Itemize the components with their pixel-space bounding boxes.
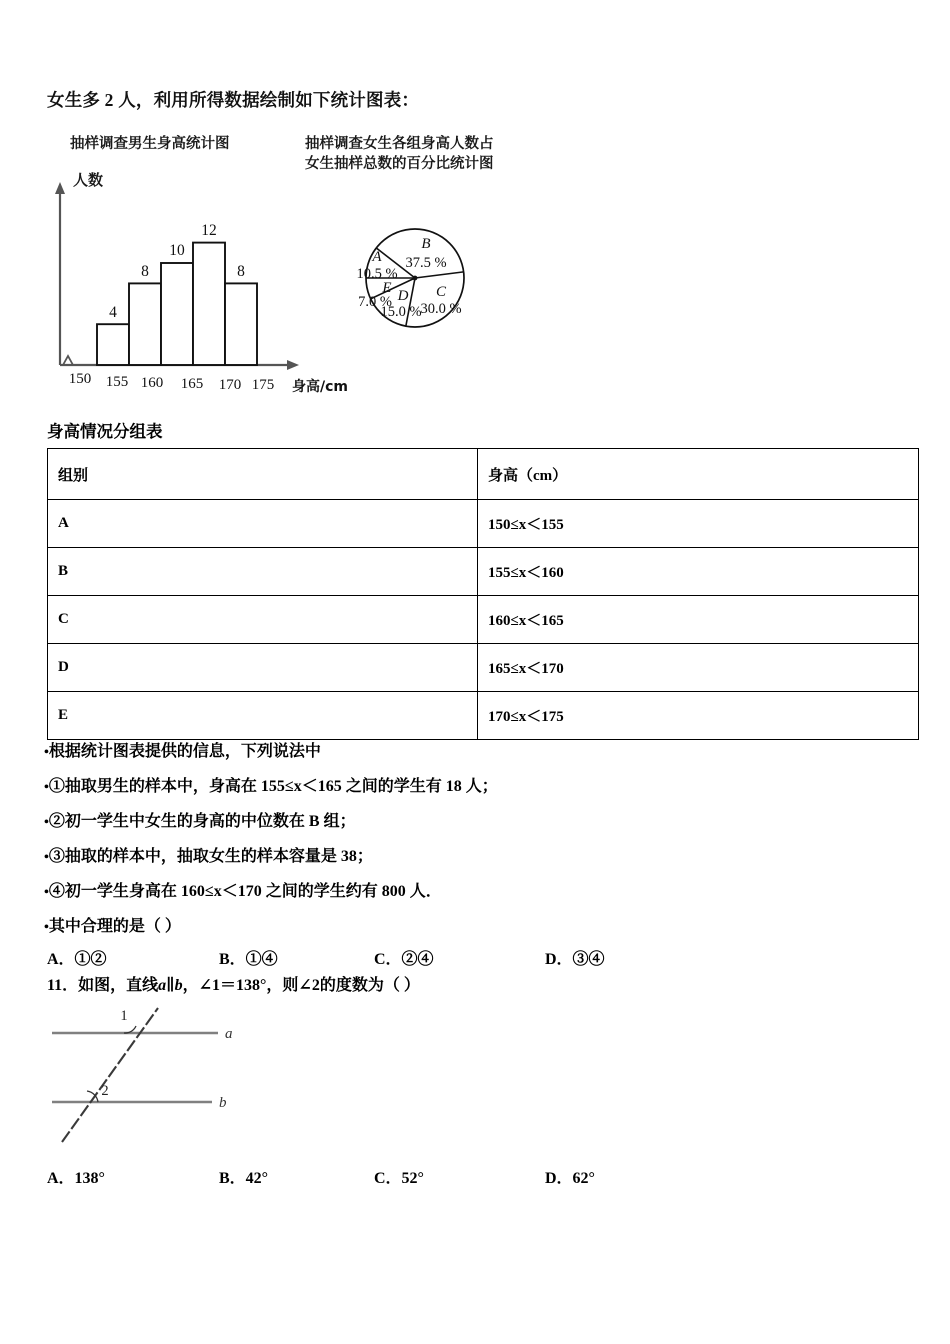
pie-label-b: B bbox=[421, 236, 431, 252]
table-row bbox=[48, 644, 919, 692]
x-tick-label-6: 175 bbox=[251, 377, 275, 393]
bar-value-3: 10 bbox=[169, 242, 185, 259]
bullet-icon: • bbox=[44, 780, 49, 795]
pie-chart bbox=[356, 229, 464, 327]
table-row bbox=[48, 500, 919, 548]
x-tick-label-5: 170 bbox=[218, 377, 242, 393]
bar-2 bbox=[129, 283, 161, 365]
bar-4 bbox=[193, 243, 225, 365]
pie-center-dot bbox=[413, 276, 418, 281]
pie-value-e: 7.0 % bbox=[358, 294, 392, 310]
x-axis-title: 身高/cm bbox=[292, 379, 348, 395]
q10-option-c[interactable]: C．②④ bbox=[374, 951, 434, 968]
bullet-icon: • bbox=[44, 885, 49, 900]
question-11-stem bbox=[47, 972, 420, 995]
cell-range-b: 155≤x＜160 bbox=[478, 548, 919, 596]
question-11-text-a: 如图，直线 bbox=[78, 977, 159, 994]
table-caption: 身高情况分组表 bbox=[47, 422, 163, 441]
cell-group-b: B bbox=[48, 548, 478, 596]
x-tick-label-2: 155 bbox=[105, 374, 129, 390]
lead-paragraph: 女生多 2 人，利用所得数据绘制如下统计图表： bbox=[47, 90, 420, 110]
question-11-text-b: ，∠1＝138°，则∠2的度数为（ ） bbox=[182, 977, 420, 994]
statement-4-text: ④初一学生身高在 160≤x＜170 之间的学生约有 800 人． bbox=[48, 883, 442, 900]
pie-chart-title-line1: 抽样调查女生各组身高人数占 bbox=[305, 136, 494, 152]
cell-group-c: C bbox=[48, 596, 478, 644]
bar-value-5: 8 bbox=[237, 263, 245, 280]
x-axis-arrow bbox=[287, 360, 299, 370]
table-row bbox=[48, 596, 919, 644]
angle-1-label: 1 bbox=[120, 1008, 128, 1024]
x-tick-label-3: 160 bbox=[140, 375, 164, 391]
pie-label-c: C bbox=[435, 284, 447, 300]
q11-option-a[interactable]: A．138° bbox=[47, 1170, 105, 1187]
bullet-icon: • bbox=[44, 815, 49, 830]
statement-intro bbox=[44, 738, 321, 761]
cell-group-e: E bbox=[48, 692, 478, 740]
axis-break-mark bbox=[63, 356, 73, 365]
pie-value-b: 37.5 % bbox=[405, 255, 447, 271]
statement-item-4 bbox=[44, 878, 442, 901]
pie-label-a: A bbox=[372, 249, 382, 265]
x-tick-label-1: 150 bbox=[68, 371, 92, 387]
x-tick-label-4: 165 bbox=[180, 376, 204, 392]
pie-label-e: E bbox=[382, 280, 392, 296]
transversal-line bbox=[62, 1008, 158, 1142]
table-header-group: 组别 bbox=[48, 449, 478, 500]
statement-1-text: ①抽取男生的样本中，身高在 155≤x＜165 之间的学生有 18 人； bbox=[48, 778, 498, 795]
bullet-icon: • bbox=[44, 850, 49, 865]
q11-option-d[interactable]: D．62° bbox=[545, 1170, 595, 1187]
table-row bbox=[48, 548, 919, 596]
bar-chart bbox=[55, 171, 348, 395]
statement-item-3 bbox=[44, 843, 373, 866]
cell-range-a: 150≤x＜155 bbox=[478, 500, 919, 548]
question-11-italic: a∥b bbox=[158, 977, 183, 994]
statement-item-2 bbox=[44, 808, 356, 831]
bar-5 bbox=[225, 283, 257, 365]
bar-3 bbox=[161, 263, 193, 365]
statement-intro-text: 根据统计图表提供的信息，下列说法中 bbox=[48, 743, 321, 760]
line-b-label: b bbox=[219, 1095, 227, 1111]
parallel-lines-svg bbox=[40, 1000, 300, 1160]
q11-option-b[interactable]: B．42° bbox=[219, 1170, 269, 1187]
pie-value-c: 30.0 % bbox=[420, 301, 462, 317]
bar-1 bbox=[97, 324, 129, 365]
pie-value-d: 15.0 % bbox=[380, 304, 422, 320]
cell-range-c: 160≤x＜165 bbox=[478, 596, 919, 644]
height-group-table bbox=[47, 448, 919, 740]
q10-option-b[interactable]: B．①④ bbox=[219, 951, 278, 968]
pie-value-a: 10.5 % bbox=[356, 266, 398, 282]
statement-item-1 bbox=[44, 773, 498, 796]
charts-row bbox=[0, 165, 950, 395]
bar-value-1: 4 bbox=[109, 304, 117, 321]
q10-option-a[interactable]: A．①② bbox=[47, 951, 107, 968]
q10-option-d[interactable]: D．③④ bbox=[545, 951, 605, 968]
statement-3-text: ③抽取的样本中，抽取女生的样本容量是 38； bbox=[48, 848, 373, 865]
bullet-icon: • bbox=[44, 745, 49, 760]
bar-value-2: 8 bbox=[141, 263, 149, 280]
pie-chart-title-line2: 女生抽样总数的百分比统计图 bbox=[305, 156, 494, 172]
cell-range-e: 170≤x＜175 bbox=[478, 692, 919, 740]
pie-label-d: D bbox=[397, 288, 409, 304]
table-header-row bbox=[48, 449, 919, 500]
question-11-number: 11． bbox=[47, 977, 79, 994]
statement-prompt-text: 其中合理的是（ ） bbox=[48, 918, 181, 935]
statement-prompt bbox=[44, 913, 181, 936]
bar-chart-title: 抽样调查男生身高统计图 bbox=[70, 136, 230, 152]
parallel-lines-figure bbox=[40, 1000, 300, 1165]
statement-2-text: ②初一学生中女生的身高的中位数在 B 组； bbox=[48, 813, 356, 830]
y-axis-title: 人数 bbox=[73, 171, 104, 189]
q11-option-c[interactable]: C．52° bbox=[374, 1170, 424, 1187]
cell-group-a: A bbox=[48, 500, 478, 548]
y-axis-arrow bbox=[55, 182, 65, 194]
bullet-icon: • bbox=[44, 920, 49, 935]
table-row bbox=[48, 692, 919, 740]
charts-svg bbox=[0, 165, 950, 395]
cell-group-d: D bbox=[48, 644, 478, 692]
bar-value-4: 12 bbox=[201, 222, 217, 239]
angle-2-label: 2 bbox=[101, 1083, 109, 1099]
table-header-height: 身高（cm） bbox=[478, 449, 919, 500]
line-a-label: a bbox=[225, 1026, 233, 1042]
cell-range-d: 165≤x＜170 bbox=[478, 644, 919, 692]
